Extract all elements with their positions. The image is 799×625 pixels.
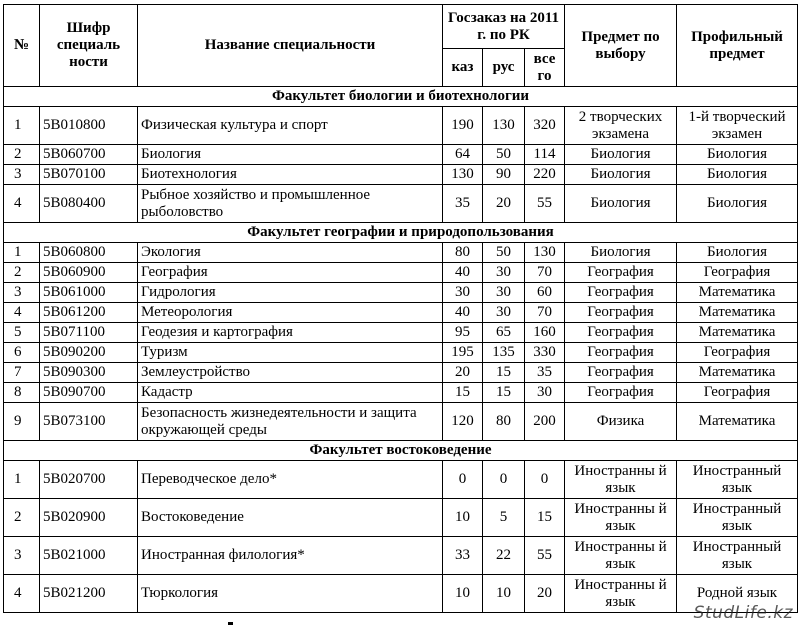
elective-subject: Иностранны й язык bbox=[565, 537, 677, 575]
table-row bbox=[4, 165, 798, 185]
specialty-name: Востоковедение bbox=[138, 499, 443, 537]
profile-subject: Математика bbox=[677, 323, 798, 343]
quota-rus: 135 bbox=[483, 343, 525, 363]
quota-total: 20 bbox=[525, 575, 565, 613]
header-kaz: каз bbox=[443, 49, 483, 87]
row-number: 5 bbox=[4, 323, 40, 343]
profile-subject: География bbox=[677, 343, 798, 363]
quota-total: 55 bbox=[525, 537, 565, 575]
specialty-code: 5В061000 bbox=[40, 283, 138, 303]
header-code: Шифр специаль ности bbox=[40, 5, 138, 87]
profile-subject: География bbox=[677, 263, 798, 283]
specialty-code: 5В020900 bbox=[40, 499, 138, 537]
faculty-title: Факультет биологии и биотехнологии bbox=[4, 87, 798, 107]
quota-kaz: 35 bbox=[443, 185, 483, 223]
profile-subject: 1-й творческий экзамен bbox=[677, 107, 798, 145]
table-row bbox=[4, 185, 798, 223]
profile-subject: Математика bbox=[677, 303, 798, 323]
profile-subject: Родной язык bbox=[677, 575, 798, 613]
elective-subject: Биология bbox=[565, 165, 677, 185]
quota-rus: 80 bbox=[483, 403, 525, 441]
table-row bbox=[4, 243, 798, 263]
elective-subject: Иностранны й язык bbox=[565, 499, 677, 537]
specialty-code: 5В070100 bbox=[40, 165, 138, 185]
specialty-code: 5В090300 bbox=[40, 363, 138, 383]
specialty-code: 5В090200 bbox=[40, 343, 138, 363]
specialty-code: 5В061200 bbox=[40, 303, 138, 323]
quota-rus: 22 bbox=[483, 537, 525, 575]
elective-subject: Физика bbox=[565, 403, 677, 441]
table-row bbox=[4, 343, 798, 363]
quota-total: 30 bbox=[525, 383, 565, 403]
specialty-name: География bbox=[138, 263, 443, 283]
specialty-name: Биология bbox=[138, 145, 443, 165]
quota-kaz: 95 bbox=[443, 323, 483, 343]
quota-rus: 15 bbox=[483, 363, 525, 383]
quota-total: 55 bbox=[525, 185, 565, 223]
quota-rus: 10 bbox=[483, 575, 525, 613]
row-number: 3 bbox=[4, 165, 40, 185]
quota-rus: 50 bbox=[483, 243, 525, 263]
elective-subject: География bbox=[565, 363, 677, 383]
quota-kaz: 80 bbox=[443, 243, 483, 263]
quota-rus: 20 bbox=[483, 185, 525, 223]
specialty-name: Кадастр bbox=[138, 383, 443, 403]
quota-kaz: 40 bbox=[443, 263, 483, 283]
quota-rus: 15 bbox=[483, 383, 525, 403]
row-number: 3 bbox=[4, 537, 40, 575]
quota-total: 330 bbox=[525, 343, 565, 363]
row-number: 4 bbox=[4, 185, 40, 223]
quota-total: 60 bbox=[525, 283, 565, 303]
specialty-code: 5В090700 bbox=[40, 383, 138, 403]
quota-kaz: 40 bbox=[443, 303, 483, 323]
specialty-code: 5В021000 bbox=[40, 537, 138, 575]
quota-kaz: 10 bbox=[443, 499, 483, 537]
quota-kaz: 120 bbox=[443, 403, 483, 441]
profile-subject: Математика bbox=[677, 283, 798, 303]
quota-kaz: 130 bbox=[443, 165, 483, 185]
specialty-name: Биотехнология bbox=[138, 165, 443, 185]
quota-total: 70 bbox=[525, 263, 565, 283]
specialty-name: Землеустройство bbox=[138, 363, 443, 383]
quota-total: 160 bbox=[525, 323, 565, 343]
elective-subject: География bbox=[565, 323, 677, 343]
specialty-name: Переводческое дело* bbox=[138, 461, 443, 499]
elective-subject: Биология bbox=[565, 185, 677, 223]
quota-total: 200 bbox=[525, 403, 565, 441]
quota-kaz: 20 bbox=[443, 363, 483, 383]
row-number: 2 bbox=[4, 145, 40, 165]
table-row bbox=[4, 363, 798, 383]
faculty-title: Факультет географии и природопользования bbox=[4, 223, 798, 243]
specialty-code: 5В080400 bbox=[40, 185, 138, 223]
table-body bbox=[4, 87, 798, 613]
profile-subject: География bbox=[677, 383, 798, 403]
quota-total: 130 bbox=[525, 243, 565, 263]
quota-total: 0 bbox=[525, 461, 565, 499]
row-number: 7 bbox=[4, 363, 40, 383]
header-profile: Профильный предмет bbox=[677, 5, 798, 87]
faculty-header-row bbox=[4, 87, 798, 107]
specialty-code: 5В021200 bbox=[40, 575, 138, 613]
row-number: 1 bbox=[4, 461, 40, 499]
admissions-table bbox=[3, 4, 798, 613]
profile-subject: Биология bbox=[677, 165, 798, 185]
specialty-code: 5В060700 bbox=[40, 145, 138, 165]
specialty-name: Метеорология bbox=[138, 303, 443, 323]
elective-subject: 2 творческих экзамена bbox=[565, 107, 677, 145]
faculty-header-row bbox=[4, 441, 798, 461]
header-rus: рус bbox=[483, 49, 525, 87]
profile-subject: Биология bbox=[677, 145, 798, 165]
profile-subject: Иностранный язык bbox=[677, 537, 798, 575]
elective-subject: География bbox=[565, 303, 677, 323]
specialty-name: Физическая культура и спорт bbox=[138, 107, 443, 145]
elective-subject: География bbox=[565, 343, 677, 363]
table-row bbox=[4, 403, 798, 441]
specialty-name: Геодезия и картография bbox=[138, 323, 443, 343]
elective-subject: Иностранны й язык bbox=[565, 461, 677, 499]
quota-total: 320 bbox=[525, 107, 565, 145]
quota-kaz: 10 bbox=[443, 575, 483, 613]
table-row bbox=[4, 323, 798, 343]
quota-total: 114 bbox=[525, 145, 565, 165]
quota-rus: 30 bbox=[483, 263, 525, 283]
elective-subject: География bbox=[565, 263, 677, 283]
table-row bbox=[4, 499, 798, 537]
quota-rus: 65 bbox=[483, 323, 525, 343]
row-number: 4 bbox=[4, 303, 40, 323]
quota-total: 220 bbox=[525, 165, 565, 185]
watermark: StudLife.kz bbox=[693, 603, 793, 623]
quota-rus: 130 bbox=[483, 107, 525, 145]
quota-kaz: 195 bbox=[443, 343, 483, 363]
quota-rus: 50 bbox=[483, 145, 525, 165]
row-number: 4 bbox=[4, 575, 40, 613]
row-number: 6 bbox=[4, 343, 40, 363]
quota-total: 35 bbox=[525, 363, 565, 383]
profile-subject: Математика bbox=[677, 403, 798, 441]
row-number: 2 bbox=[4, 499, 40, 537]
table-row bbox=[4, 461, 798, 499]
table-row bbox=[4, 283, 798, 303]
specialty-code: 5В060900 bbox=[40, 263, 138, 283]
quota-rus: 30 bbox=[483, 283, 525, 303]
faculty-header-row bbox=[4, 223, 798, 243]
specialty-name: Безопасность жизнедеятельности и защита окружающей среды bbox=[138, 403, 443, 441]
specialty-code: 5В010800 bbox=[40, 107, 138, 145]
quota-rus: 90 bbox=[483, 165, 525, 185]
quota-kaz: 30 bbox=[443, 283, 483, 303]
row-number: 1 bbox=[4, 243, 40, 263]
specialty-name: Туризм bbox=[138, 343, 443, 363]
quota-total: 70 bbox=[525, 303, 565, 323]
row-number: 2 bbox=[4, 263, 40, 283]
row-number: 3 bbox=[4, 283, 40, 303]
quota-rus: 30 bbox=[483, 303, 525, 323]
specialty-name: Иностранная филология* bbox=[138, 537, 443, 575]
specialty-code: 5В073100 bbox=[40, 403, 138, 441]
table-row bbox=[4, 145, 798, 165]
quota-kaz: 190 bbox=[443, 107, 483, 145]
table-row bbox=[4, 383, 798, 403]
header-elective: Предмет по выбору bbox=[565, 5, 677, 87]
faculty-title: Факультет востоковедение bbox=[4, 441, 798, 461]
elective-subject: География bbox=[565, 383, 677, 403]
profile-subject: Иностранный язык bbox=[677, 461, 798, 499]
specialty-name: Гидрология bbox=[138, 283, 443, 303]
profile-subject: Биология bbox=[677, 185, 798, 223]
specialty-name: Экология bbox=[138, 243, 443, 263]
quota-rus: 5 bbox=[483, 499, 525, 537]
table-row bbox=[4, 537, 798, 575]
header-total: все го bbox=[525, 49, 565, 87]
header-gov-order: Госзаказ на 2011 г. по РК bbox=[443, 5, 565, 49]
table-row bbox=[4, 575, 798, 613]
profile-subject: Математика bbox=[677, 363, 798, 383]
profile-subject: Биология bbox=[677, 243, 798, 263]
row-number: 9 bbox=[4, 403, 40, 441]
quota-rus: 0 bbox=[483, 461, 525, 499]
quota-kaz: 15 bbox=[443, 383, 483, 403]
row-number: 8 bbox=[4, 383, 40, 403]
header-name: Название специальности bbox=[138, 5, 443, 87]
specialty-code: 5В020700 bbox=[40, 461, 138, 499]
quota-total: 15 bbox=[525, 499, 565, 537]
quota-kaz: 64 bbox=[443, 145, 483, 165]
elective-subject: Иностранны й язык bbox=[565, 575, 677, 613]
elective-subject: Биология bbox=[565, 145, 677, 165]
specialty-name: Тюркология bbox=[138, 575, 443, 613]
elective-subject: География bbox=[565, 283, 677, 303]
table-row bbox=[4, 263, 798, 283]
table-row bbox=[4, 303, 798, 323]
row-number: 1 bbox=[4, 107, 40, 145]
profile-subject: Иностранный язык bbox=[677, 499, 798, 537]
specialty-code: 5В060800 bbox=[40, 243, 138, 263]
specialty-name: Рыбное хозяйство и промышленное рыболовство bbox=[138, 185, 443, 223]
elective-subject: Биология bbox=[565, 243, 677, 263]
table-row bbox=[4, 107, 798, 145]
specialty-code: 5В071100 bbox=[40, 323, 138, 343]
quota-kaz: 33 bbox=[443, 537, 483, 575]
header-num: № bbox=[4, 5, 40, 87]
quota-kaz: 0 bbox=[443, 461, 483, 499]
